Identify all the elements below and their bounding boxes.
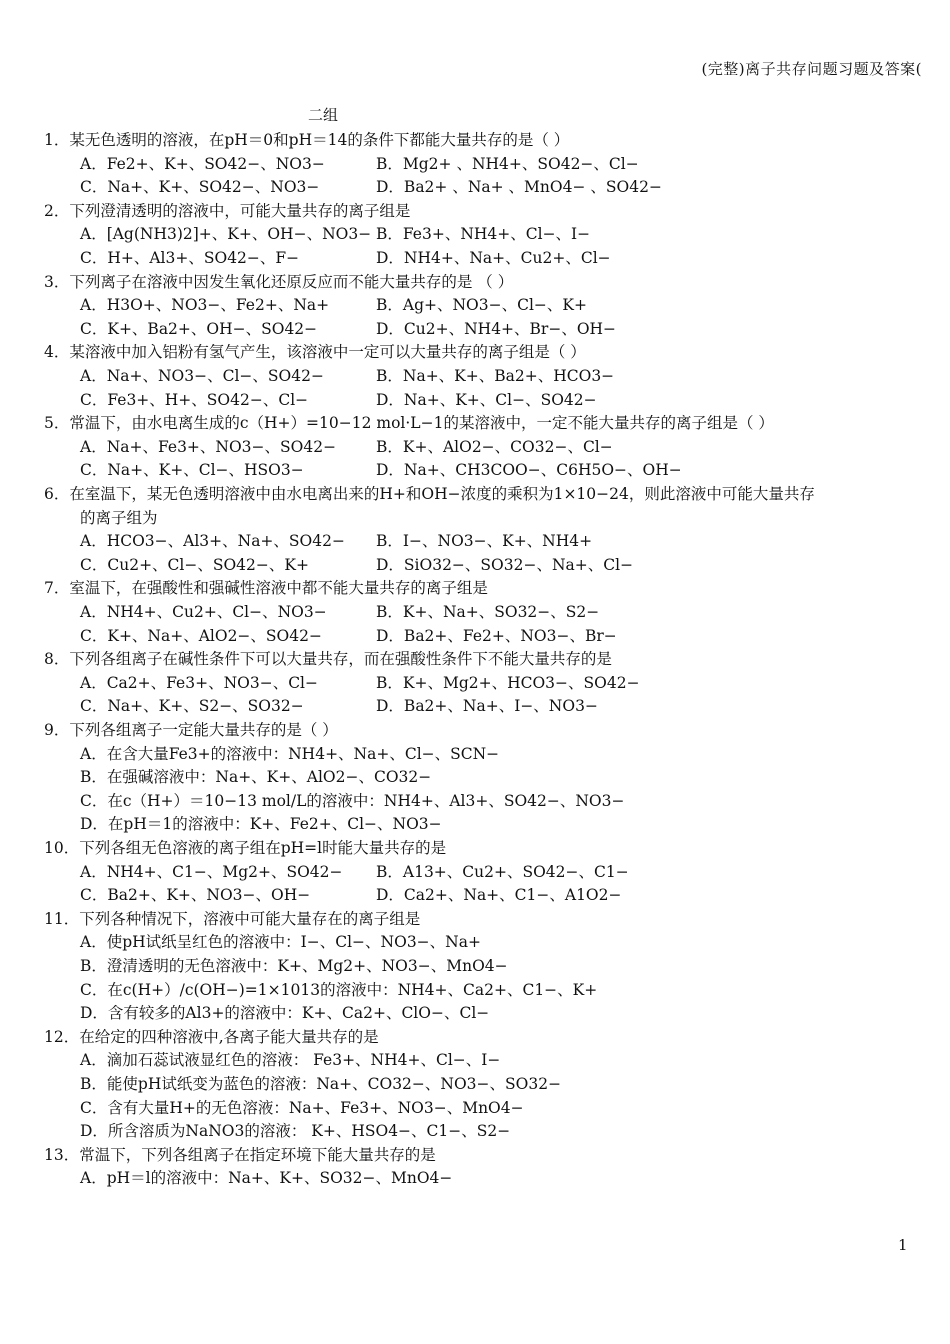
- answer-option: A．NH4+、Cu2+、Cl−、NO3−: [80, 603, 327, 621]
- answer-option: D．SiO32−、SO32−、Na+、Cl−: [376, 555, 634, 574]
- answer-option: D．Cu2+、NH4+、Br−、OH−: [376, 319, 617, 338]
- question-stem: 13．常温下，下列各组离子在指定环境下能大量共存的是: [44, 1145, 436, 1164]
- answer-option: A．H3O+、NO3−、Fe2+、Na+: [80, 296, 330, 315]
- question-stem: 8．下列各组离子在碱性条件下可以大量共存，而在强酸性条件下不能大量共存的是: [44, 650, 612, 669]
- answer-option: C．H+、Al3+、SO42−、F−: [80, 249, 300, 267]
- answer-option: A．Na+、NO3−、Cl−、SO42−: [80, 367, 324, 385]
- answer-option: B．Fe3+、NH4+、Cl−、I−: [376, 225, 591, 244]
- answer-option: C．K+、Ba2+、OH−、SO42−: [80, 319, 318, 338]
- question-stem: 9．下列各组离子一定能大量共存的是（ ）: [44, 721, 338, 739]
- group-label: 二组: [308, 106, 339, 124]
- question-stem: 1．某无色透明的溶液，在pH＝0和pH＝14的条件下都能大量共存的是（ ）: [44, 131, 570, 149]
- answer-option: D．Ba2+、Na+、I−、NO3−: [376, 697, 598, 716]
- answer-option: D．Ba2+、Fe2+、NO3−、Br−: [376, 626, 617, 645]
- answer-option: C．在c（H+）＝10−13 mol/L的溶液中：NH4+、Al3+、SO42−、NO3−: [80, 791, 625, 810]
- answer-option: 的离子组为: [80, 508, 158, 527]
- answer-option: A．Ca2+、Fe3+、NO3−、Cl−: [80, 673, 318, 692]
- answer-option: D．含有较多的Al3+的溶液中：K+、Ca2+、ClO−、Cl−: [80, 1004, 490, 1023]
- answer-option: B．Ag+、NO3−、Cl−、K+: [376, 296, 587, 315]
- answer-option: D．所含溶质为NaNO3的溶液： K+、HSO4−、C1−、S2−: [80, 1122, 511, 1141]
- answer-option: C．Fe3+、H+、SO42−、Cl−: [80, 390, 309, 409]
- answer-option: C．Ba2+、K+、NO3−、OH−: [80, 886, 311, 905]
- answer-option: D．Na+、CH3COO−、C6H5O−、OH−: [376, 461, 682, 480]
- answer-option: B．K+、Mg2+、HCO3−、SO42−: [376, 673, 640, 692]
- question-stem: 6．在室温下，某无色透明溶液中由水电离出来的H+和OH−浓度的乘积为1×10−24，则此溶液中可能大量共存: [44, 485, 815, 503]
- question-stem: 3．下列离子在溶液中因发生氧化还原反应而不能大量共存的是 （ ）: [44, 272, 514, 291]
- answer-option: B．Mg2+ 、NH4+、SO42−、Cl−: [376, 154, 639, 173]
- answer-option: D．Na+、K+、Cl−、SO42−: [376, 390, 597, 409]
- question-stem: 10．下列各组无色溶液的离子组在pH=l时能大量共存的是: [44, 839, 447, 857]
- answer-option: C．K+、Na+、AlO2−、SO42−: [80, 626, 322, 645]
- answer-option: A．pH＝l的溶液中：Na+、K+、SO32−、MnO4−: [80, 1169, 453, 1188]
- answer-option: D．NH4+、Na+、Cu2+、Cl−: [376, 249, 611, 267]
- answer-option: B．K+、Na+、SO32−、S2−: [376, 603, 600, 621]
- answer-option: C．Na+、K+、S2−、SO32−: [80, 697, 304, 716]
- page-header: (完整)离子共存问题习题及答案(: [701, 60, 922, 78]
- answer-option: A．使pH试纸呈红色的溶液中：I−、Cl−、NO3−、Na+: [80, 933, 481, 952]
- answer-option: C．在c(H+）/c(OH−)=1×1013的溶液中：NH4+、Ca2+、C1−、K+: [80, 980, 598, 999]
- answer-option: D．Ca2+、Na+、C1−、A1O2−: [376, 886, 622, 905]
- answer-option: B．澄清透明的无色溶液中：K+、Mg2+、NO3−、MnO4−: [80, 957, 508, 975]
- answer-option: C．Na+、K+、SO42−、NO3−: [80, 178, 320, 197]
- question-stem: 7．室温下，在强酸性和强碱性溶液中都不能大量共存的离子组是: [44, 579, 488, 598]
- answer-option: C．含有大量H+的无色溶液：Na+、Fe3+、NO3−、MnO4−: [80, 1098, 524, 1117]
- answer-option: B．I−、NO3−、K+、NH4+: [376, 532, 593, 551]
- answer-option: A．HCO3−、Al3+、Na+、SO42−: [80, 532, 345, 551]
- question-stem: 2．下列澄清透明的溶液中，可能大量共存的离子组是: [44, 201, 411, 220]
- question-stem: 12．在给定的四种溶液中,各离子能大量共存的是: [44, 1027, 379, 1046]
- answer-option: B．Na+、K+、Ba2+、HCO3−: [376, 367, 615, 385]
- answer-option: A．Na+、Fe3+、NO3−、SO42−: [80, 437, 337, 456]
- question-stem: 5．常温下，由水电离生成的c（H+）=10−12 mol·L−1的某溶液中，一定不能大量共存的离子组是（ ）: [44, 414, 774, 433]
- answer-option: A．滴加石蕊试液显红色的溶液： Fe3+、NH4+、Cl−、I−: [80, 1051, 501, 1070]
- question-stem: 11．下列各种情况下，溶液中可能大量存在的离子组是: [44, 909, 421, 928]
- answer-option: A．Fe2+、K+、SO42−、NO3−: [80, 154, 325, 173]
- answer-option: B．A13+、Cu2+、SO42−、C1−: [376, 862, 629, 881]
- answer-option: D．Ba2+ 、Na+ 、MnO4− 、SO42−: [376, 178, 662, 197]
- page-number: 1: [898, 1236, 908, 1254]
- answer-option: D．在pH＝1的溶液中：K+、Fe2+、Cl−、NO3−: [80, 815, 442, 834]
- question-stem: 4．某溶液中加入铝粉有氢气产生，该溶液中一定可以大量共存的离子组是（ ）: [44, 343, 586, 362]
- answer-option: C．Na+、K+、Cl−、HSO3−: [80, 461, 304, 480]
- answer-option: A．在含大量Fe3+的溶液中：NH4+、Na+、Cl−、SCN−: [80, 744, 500, 763]
- answer-option: B．在强碱溶液中：Na+、K+、AlO2−、CO32−: [80, 768, 432, 787]
- answer-option: C．Cu2+、Cl−、SO42−、K+: [80, 555, 309, 574]
- answer-option: B．能使pH试纸变为蓝色的溶液：Na+、CO32−、NO3−、SO32−: [80, 1075, 562, 1093]
- answer-option: A．NH4+、C1−、Mg2+、SO42−: [80, 862, 343, 881]
- answer-option: B．K+、AlO2−、CO32−、Cl−: [376, 437, 613, 456]
- answer-option: A．[Ag(NH3)2]+、K+、OH−、NO3−: [80, 225, 372, 244]
